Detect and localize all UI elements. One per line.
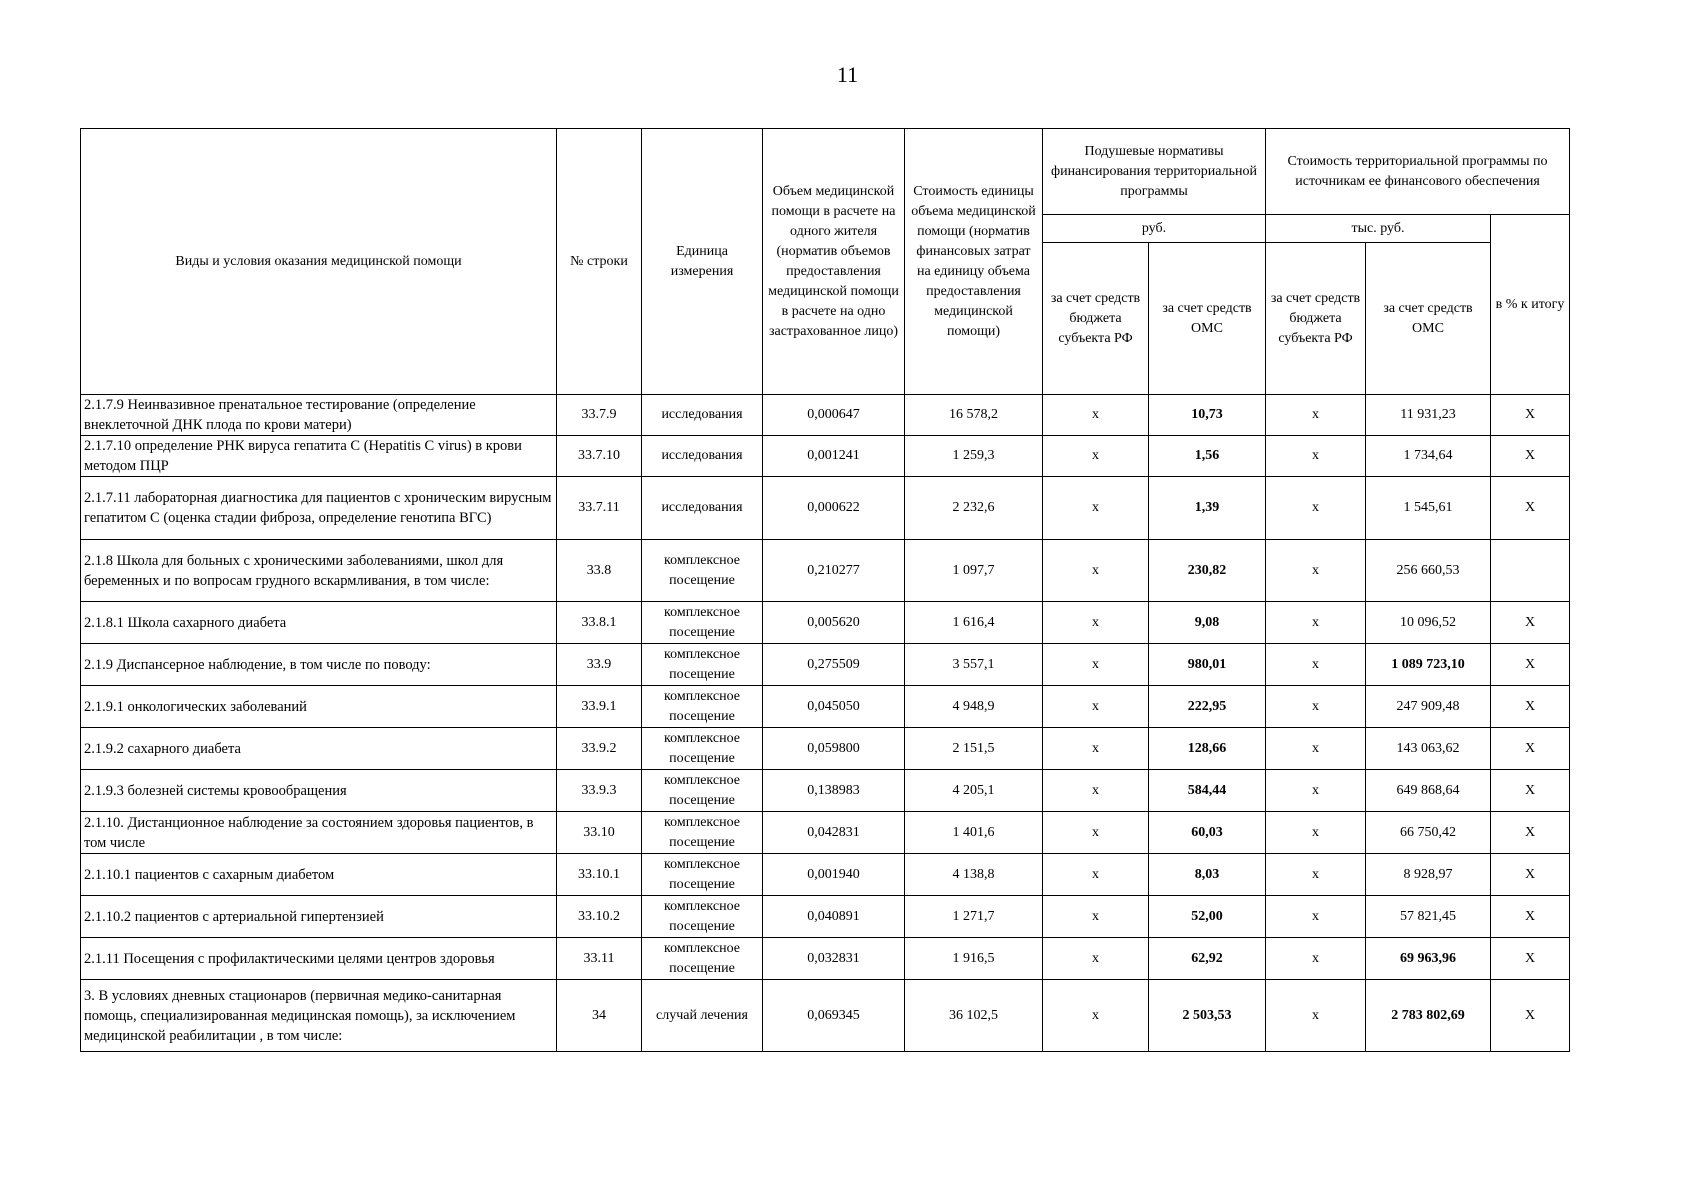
row-unit: комплексное посещение <box>642 812 763 854</box>
row-percent: Х <box>1491 854 1570 896</box>
row-oms: 52,00 <box>1149 896 1266 938</box>
row-cost: 4 205,1 <box>905 770 1043 812</box>
row-percent: Х <box>1491 896 1570 938</box>
row-oms: 1,56 <box>1149 436 1266 477</box>
header-rub: руб. <box>1043 215 1266 243</box>
row-name: 2.1.9.3 болезней системы кровообращения <box>81 770 557 812</box>
financing-table <box>80 128 1570 1052</box>
row-number: 33.9.1 <box>557 686 642 728</box>
table-row <box>81 602 1570 644</box>
table-row <box>81 728 1570 770</box>
row-percent: Х <box>1491 686 1570 728</box>
header-cost: Стоимость единицы объема медицинской помощи (норматив финансовых затрат на единицу объема предоставления медицинской помощи) <box>905 129 1043 395</box>
header-oms: за счет средств ОМС <box>1149 243 1266 395</box>
row-volume: 0,005620 <box>763 602 905 644</box>
row-cost: 1 916,5 <box>905 938 1043 980</box>
row-cost: 4 948,9 <box>905 686 1043 728</box>
row-oms-2: 649 868,64 <box>1366 770 1491 812</box>
row-name: 2.1.11 Посещения с профилактическими целями центров здоровья <box>81 938 557 980</box>
row-oms-2: 66 750,42 <box>1366 812 1491 854</box>
row-cost: 1 097,7 <box>905 540 1043 602</box>
row-percent: Х <box>1491 812 1570 854</box>
row-name: 2.1.10.1 пациентов с сахарным диабетом <box>81 854 557 896</box>
row-number: 33.7.9 <box>557 395 642 436</box>
row-budget-2: х <box>1266 812 1366 854</box>
row-budget: х <box>1043 896 1149 938</box>
row-budget-2: х <box>1266 938 1366 980</box>
row-unit: комплексное посещение <box>642 938 763 980</box>
header-program-cost: Стоимость территориальной программы по источникам ее финансового обеспечения <box>1266 129 1570 215</box>
header-budget-rf-2: за счет средств бюджета субъекта РФ <box>1266 243 1366 395</box>
row-oms-2: 1 545,61 <box>1366 477 1491 540</box>
row-number: 33.9.2 <box>557 728 642 770</box>
row-oms-2: 1 089 723,10 <box>1366 644 1491 686</box>
row-budget-2: х <box>1266 854 1366 896</box>
row-cost: 1 616,4 <box>905 602 1043 644</box>
row-volume: 0,042831 <box>763 812 905 854</box>
table-row <box>81 812 1570 854</box>
row-cost: 2 232,6 <box>905 477 1043 540</box>
row-percent: Х <box>1491 395 1570 436</box>
row-number: 33.8 <box>557 540 642 602</box>
row-oms: 2 503,53 <box>1149 980 1266 1052</box>
row-oms: 980,01 <box>1149 644 1266 686</box>
row-budget: х <box>1043 436 1149 477</box>
row-volume: 0,000647 <box>763 395 905 436</box>
row-oms-2: 2 783 802,69 <box>1366 980 1491 1052</box>
row-name: 2.1.9.2 сахарного диабета <box>81 728 557 770</box>
row-oms-2: 69 963,96 <box>1366 938 1491 980</box>
row-cost: 16 578,2 <box>905 395 1043 436</box>
row-name: 2.1.10. Дистанционное наблюдение за состоянием здоровья пациентов, в том числе <box>81 812 557 854</box>
row-unit: комплексное посещение <box>642 602 763 644</box>
row-name: 2.1.9.1 онкологических заболеваний <box>81 686 557 728</box>
row-budget: х <box>1043 395 1149 436</box>
row-budget-2: х <box>1266 395 1366 436</box>
row-percent <box>1491 540 1570 602</box>
row-budget: х <box>1043 540 1149 602</box>
row-unit: исследования <box>642 436 763 477</box>
row-budget: х <box>1043 477 1149 540</box>
row-cost: 1 271,7 <box>905 896 1043 938</box>
row-number: 33.7.11 <box>557 477 642 540</box>
row-number: 33.7.10 <box>557 436 642 477</box>
row-budget-2: х <box>1266 980 1366 1052</box>
row-oms: 584,44 <box>1149 770 1266 812</box>
header-oms-2: за счет средств ОМС <box>1366 243 1491 395</box>
row-volume: 0,210277 <box>763 540 905 602</box>
row-budget-2: х <box>1266 477 1366 540</box>
row-oms-2: 10 096,52 <box>1366 602 1491 644</box>
row-unit: комплексное посещение <box>642 770 763 812</box>
table-row <box>81 980 1570 1052</box>
row-number: 34 <box>557 980 642 1052</box>
row-oms-2: 11 931,23 <box>1366 395 1491 436</box>
row-number: 33.10.2 <box>557 896 642 938</box>
row-number: 33.10.1 <box>557 854 642 896</box>
row-budget: х <box>1043 728 1149 770</box>
row-name: 2.1.8.1 Школа сахарного диабета <box>81 602 557 644</box>
table-row <box>81 896 1570 938</box>
row-budget-2: х <box>1266 602 1366 644</box>
row-cost: 3 557,1 <box>905 644 1043 686</box>
row-budget-2: х <box>1266 686 1366 728</box>
row-number: 33.9.3 <box>557 770 642 812</box>
row-volume: 0,040891 <box>763 896 905 938</box>
row-oms: 60,03 <box>1149 812 1266 854</box>
row-oms-2: 256 660,53 <box>1366 540 1491 602</box>
row-budget: х <box>1043 770 1149 812</box>
row-name: 3. В условиях дневных стационаров (первичная медико-санитарная помощь, специализированная медицинская помощь), за исключением медицинской реабилитации , в том числе: <box>81 980 557 1052</box>
row-volume: 0,069345 <box>763 980 905 1052</box>
row-name: 2.1.7.11 лабораторная диагностика для пациентов с хроническим вирусным гепатитом С (оценка стадии фиброза, определение генотипа ВГС) <box>81 477 557 540</box>
row-budget-2: х <box>1266 770 1366 812</box>
row-volume: 0,001241 <box>763 436 905 477</box>
row-unit: комплексное посещение <box>642 896 763 938</box>
table-row <box>81 854 1570 896</box>
row-oms: 8,03 <box>1149 854 1266 896</box>
header-kind: Виды и условия оказания медицинской помощи <box>81 129 557 395</box>
table-row <box>81 644 1570 686</box>
row-unit: исследования <box>642 395 763 436</box>
row-volume: 0,032831 <box>763 938 905 980</box>
row-unit: случай лечения <box>642 980 763 1052</box>
row-volume: 0,000622 <box>763 477 905 540</box>
row-name: 2.1.7.10 определение РНК вируса гепатита С (Hepatitis C virus) в крови методом ПЦР <box>81 436 557 477</box>
row-unit: комплексное посещение <box>642 728 763 770</box>
row-unit: комплексное посещение <box>642 644 763 686</box>
row-budget: х <box>1043 812 1149 854</box>
header-per-capita: Подушевые нормативы финансирования территориальной программы <box>1043 129 1266 215</box>
row-oms: 62,92 <box>1149 938 1266 980</box>
row-oms: 128,66 <box>1149 728 1266 770</box>
row-number: 33.8.1 <box>557 602 642 644</box>
row-volume: 0,275509 <box>763 644 905 686</box>
table-row <box>81 477 1570 540</box>
row-budget: х <box>1043 686 1149 728</box>
table-row <box>81 395 1570 436</box>
header-unit: Единица измерения <box>642 129 763 395</box>
row-budget-2: х <box>1266 436 1366 477</box>
header-budget-rf: за счет средств бюджета субъекта РФ <box>1043 243 1149 395</box>
row-unit: комплексное посещение <box>642 686 763 728</box>
row-oms: 10,73 <box>1149 395 1266 436</box>
row-volume: 0,059800 <box>763 728 905 770</box>
row-percent: Х <box>1491 728 1570 770</box>
row-volume: 0,001940 <box>763 854 905 896</box>
row-unit: комплексное посещение <box>642 540 763 602</box>
row-number: 33.11 <box>557 938 642 980</box>
row-percent: Х <box>1491 436 1570 477</box>
row-budget: х <box>1043 602 1149 644</box>
row-name: 2.1.8 Школа для больных с хроническими заболеваниями, школ для беременных и по вопросам грудного вскармливания, в том числе: <box>81 540 557 602</box>
row-percent: Х <box>1491 980 1570 1052</box>
table-row <box>81 436 1570 477</box>
row-percent: Х <box>1491 770 1570 812</box>
row-budget: х <box>1043 854 1149 896</box>
row-oms-2: 143 063,62 <box>1366 728 1491 770</box>
row-budget: х <box>1043 980 1149 1052</box>
header-percent: в % к итогу <box>1491 215 1570 395</box>
row-oms: 230,82 <box>1149 540 1266 602</box>
header-thousand-rub: тыс. руб. <box>1266 215 1491 243</box>
row-cost: 36 102,5 <box>905 980 1043 1052</box>
row-cost: 2 151,5 <box>905 728 1043 770</box>
row-percent: Х <box>1491 644 1570 686</box>
row-budget-2: х <box>1266 896 1366 938</box>
row-oms-2: 57 821,45 <box>1366 896 1491 938</box>
row-volume: 0,138983 <box>763 770 905 812</box>
row-oms: 1,39 <box>1149 477 1266 540</box>
table-row <box>81 770 1570 812</box>
row-volume: 0,045050 <box>763 686 905 728</box>
row-cost: 1 259,3 <box>905 436 1043 477</box>
row-name: 2.1.7.9 Неинвазивное пренатальное тестирование (определение внеклеточной ДНК плода по крови матери) <box>81 395 557 436</box>
row-number: 33.9 <box>557 644 642 686</box>
row-oms-2: 247 909,48 <box>1366 686 1491 728</box>
row-budget-2: х <box>1266 728 1366 770</box>
table-row <box>81 938 1570 980</box>
row-oms: 222,95 <box>1149 686 1266 728</box>
row-budget-2: х <box>1266 644 1366 686</box>
row-unit: комплексное посещение <box>642 854 763 896</box>
row-percent: Х <box>1491 477 1570 540</box>
row-budget-2: х <box>1266 540 1366 602</box>
row-oms: 9,08 <box>1149 602 1266 644</box>
row-unit: исследования <box>642 477 763 540</box>
row-cost: 4 138,8 <box>905 854 1043 896</box>
header-row-number: № строки <box>557 129 642 395</box>
table-row <box>81 540 1570 602</box>
table-row <box>81 686 1570 728</box>
row-cost: 1 401,6 <box>905 812 1043 854</box>
row-budget: х <box>1043 644 1149 686</box>
row-number: 33.10 <box>557 812 642 854</box>
row-name: 2.1.9 Диспансерное наблюдение, в том числе по поводу: <box>81 644 557 686</box>
row-oms-2: 8 928,97 <box>1366 854 1491 896</box>
header-volume: Объем медицинской помощи в расчете на одного жителя (норматив объемов предоставления медицинской помощи в расчете на одно застрахованное лицо) <box>763 129 905 395</box>
row-budget: х <box>1043 938 1149 980</box>
row-name: 2.1.10.2 пациентов с артериальной гипертензией <box>81 896 557 938</box>
row-percent: Х <box>1491 938 1570 980</box>
row-percent: Х <box>1491 602 1570 644</box>
row-oms-2: 1 734,64 <box>1366 436 1491 477</box>
page-number: 11 <box>836 62 859 87</box>
